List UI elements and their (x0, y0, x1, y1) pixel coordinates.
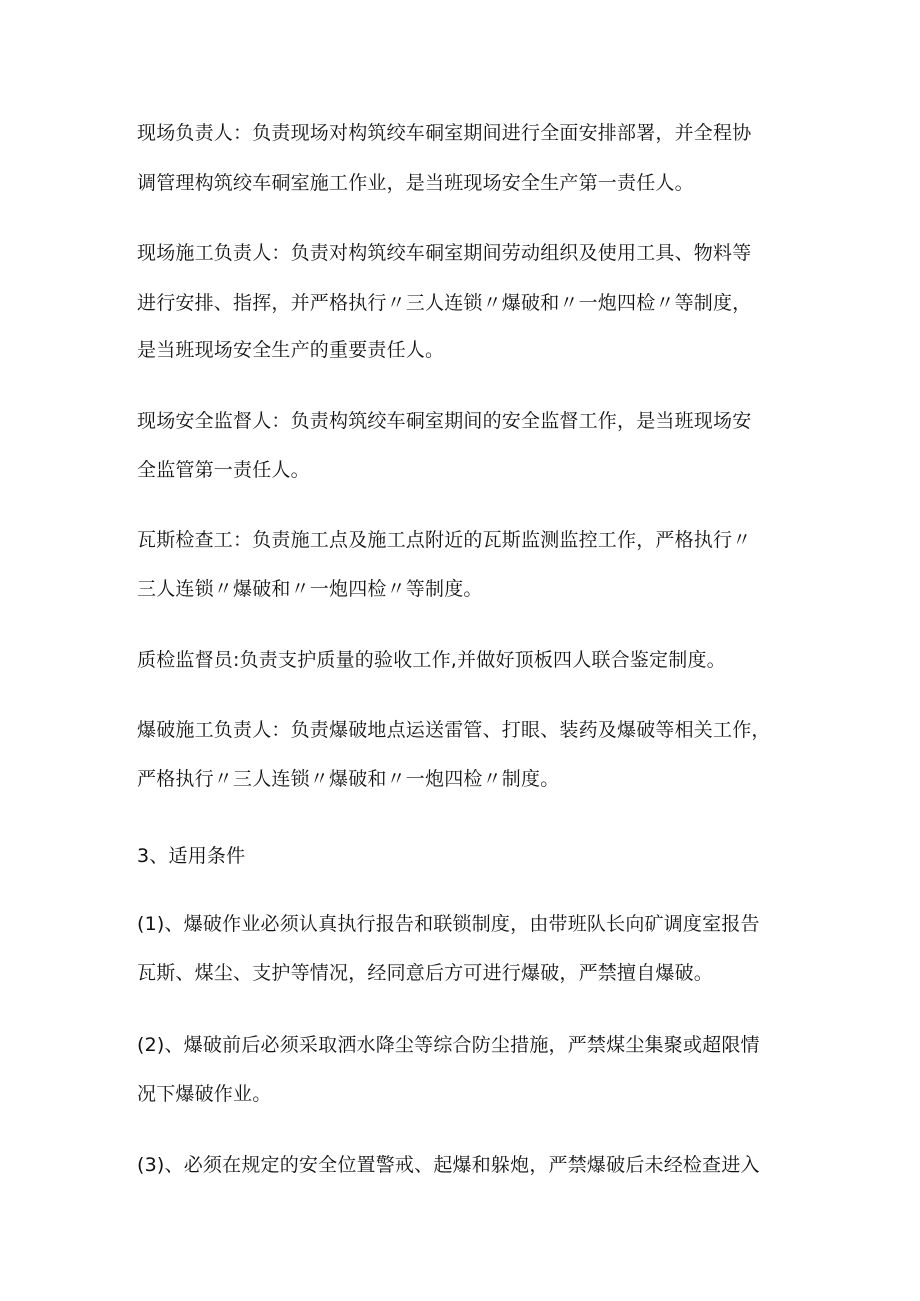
section-heading-3: 3、适用条件 (137, 845, 246, 867)
item-3-line-1: (3)、必须在规定的安全位置警戒、起爆和躲炮，严禁爆破后未经检查进入 (137, 1154, 760, 1176)
paragraph-2-line-1: 现场施工负责人：负责对构筑绞车硐室期间劳动组织及使用工具、物料等 (137, 242, 752, 264)
paragraph-4-line-2: 三人连锁〃爆破和〃一炮四检〃等制度。 (137, 578, 483, 600)
paragraph-4-line-1: 瓦斯检查工：负责施工点及施工点附近的瓦斯监测监控工作，严格执行〃 (137, 529, 752, 551)
item-1-line-1: (1)、爆破作业必须认真执行报告和联锁制度，由带班队长向矿调度室报告 (137, 913, 760, 935)
paragraph-6-line-1: 爆破施工负责人：负责爆破地点运送雷管、打眼、装药及爆破等相关工作， (137, 719, 771, 741)
paragraph-1-line-2: 调管理构筑绞车硐室施工作业，是当班现场安全生产第一责任人。 (137, 172, 694, 194)
paragraph-2-line-2: 进行安排、指挥，并严格执行〃三人连锁〃爆破和〃一炮四检〃等制度， (137, 292, 752, 314)
paragraph-1-line-1: 现场负责人：负责现场对构筑绞车硐室期间进行全面安排部署，并全程协 (137, 122, 752, 144)
paragraph-2-line-3: 是当班现场安全生产的重要责任人。 (137, 339, 445, 361)
paragraph-3-line-2: 全监管第一责任人。 (137, 459, 310, 481)
item-2-line-1: (2)、爆破前后必须采取洒水降尘等综合防尘措施，严禁煤尘集聚或超限情 (137, 1034, 760, 1056)
paragraph-6-line-2: 严格执行〃三人连锁〃爆破和〃一炮四检〃制度。 (137, 768, 560, 790)
item-1-line-2: 瓦斯、煤尘、支护等情况，经同意后方可进行爆破，严禁擅自爆破。 (137, 962, 714, 984)
paragraph-5-line-1: 质检监督员:负责支护质量的验收工作,并做好顶板四人联合鉴定制度。 (137, 649, 726, 671)
paragraph-3-line-1: 现场安全监督人：负责构筑绞车硐室期间的安全监督工作，是当班现场安 (137, 410, 752, 432)
item-2-line-2: 况下爆破作业。 (137, 1083, 272, 1105)
